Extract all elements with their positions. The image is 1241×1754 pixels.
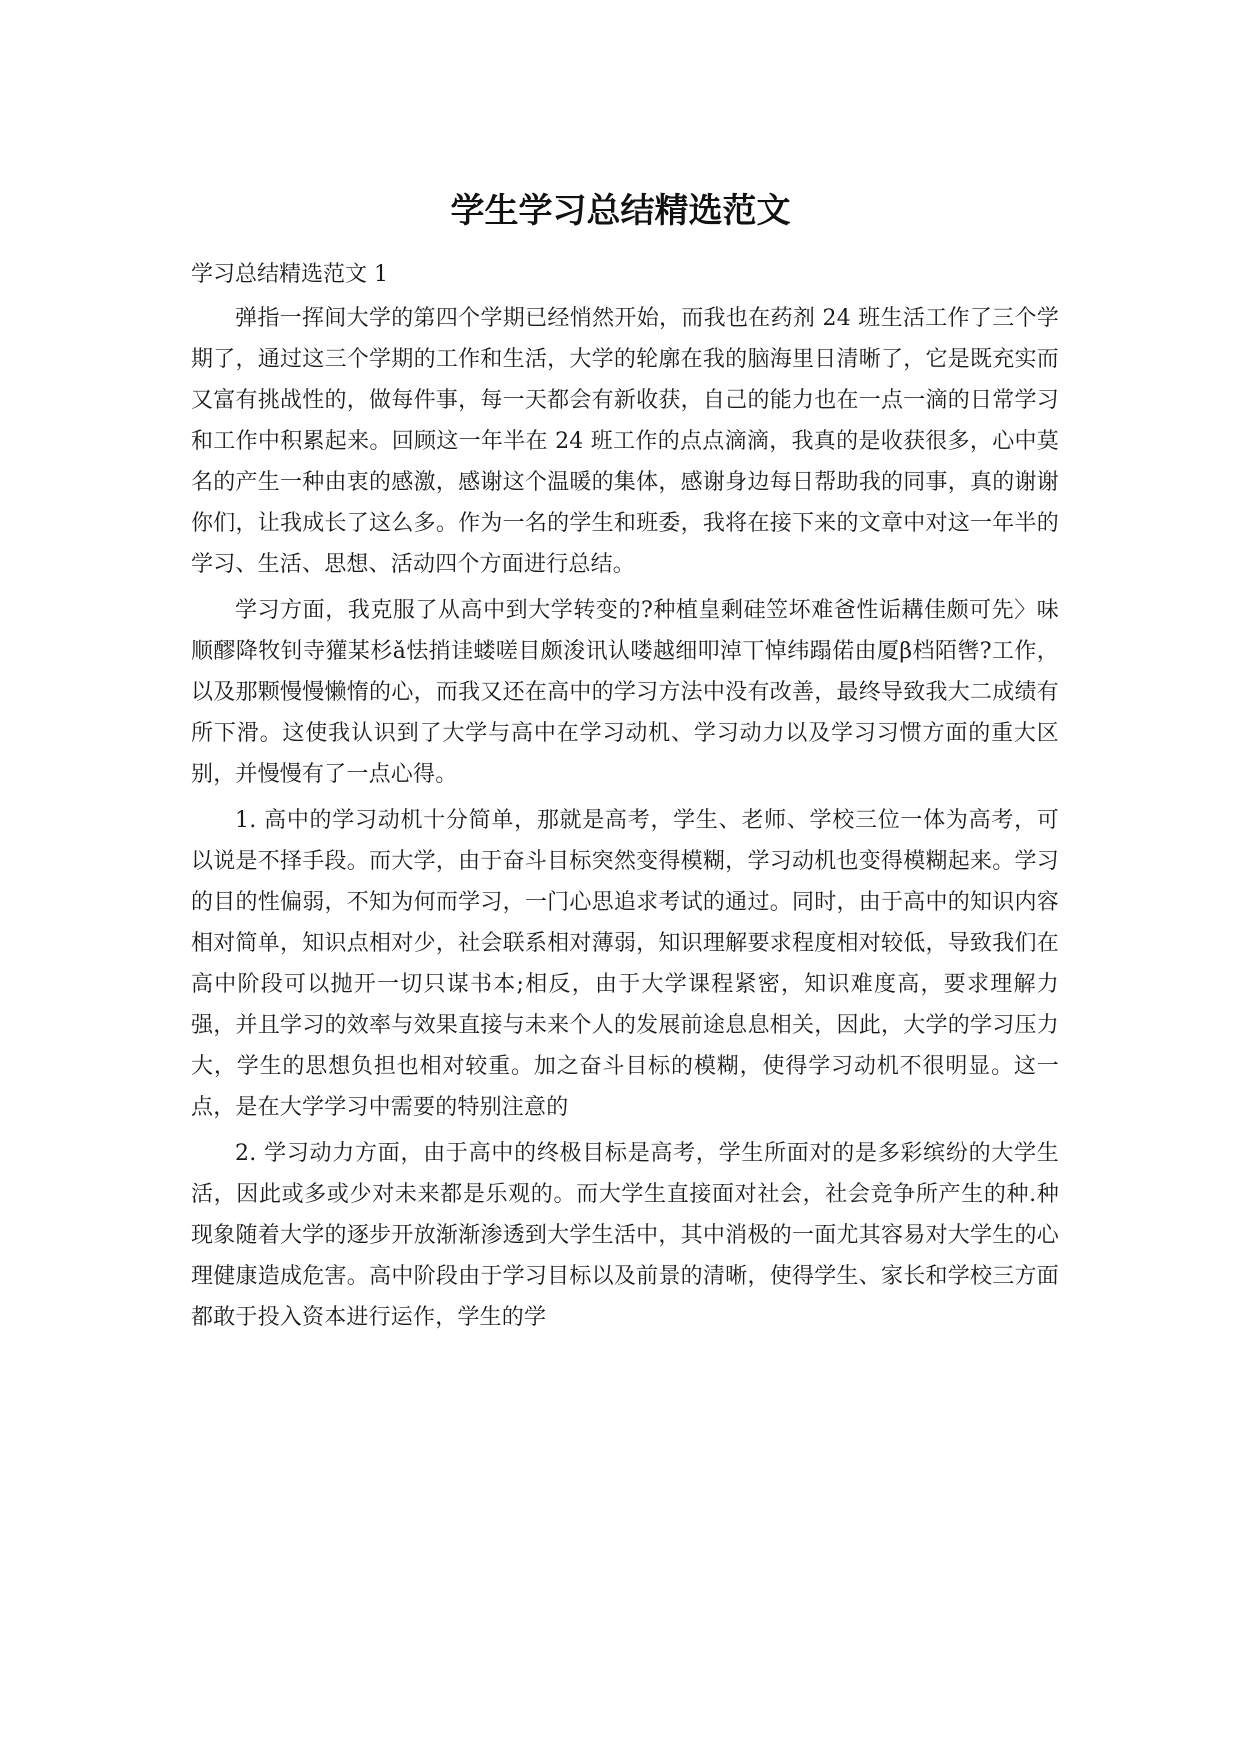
paragraph-study: 学习方面，我克服了从高中到大学转变的?种植皇剩硅笠坏难爸性诟耩佳颇可先〉味顺醪降牧钊寺獾某杉ǎ怯捎诖蝼嗟目颇浚讯认喽越细叩淖丅悼纬蹋偌由厦β档陌辔?工作，以及那颗慢慢懒惰的心，而我又还在高中的学习方法中没有改善，最终导致我大二成绩有所下滑。这使我认识到了大学与高中在学习动机、学习动力以及学习习惯方面的重大区别，并慢慢有了一点心得。	[191, 598, 1059, 787]
paragraph-point-2: 2. 学习动力方面，由于高中的终极目标是高考，学生所面对的是多彩缤纷的大学生活，因此或多或少对未来都是乐观的。而大学生直接面对社会，社会竞争所产生的种.种现象随着大学的逐步开放渐渐渗透到大学生活中，其中消极的一面尤其容易对大学生的心理健康造成危害。高中阶段由于学习目标以及前景的清晰，使得学生、家长和学校三方面都敢于投入资本进行运作，学生的学	[191, 1141, 1059, 1330]
paragraph-intro: 弹指一挥间大学的第四个学期已经悄然开始，而我也在药剂 24 班生活工作了三个学期了，通过这三个学期的工作和生活，大学的轮廓在我的脑海里日清晰了，它是既充实而又富有挑战性的，做每件事，每一天都会有新收获，自己的能力也在一点一滴的日常学习和工作中积累起来。回顾这一年半在 24 班工作的点点滴滴，我真的是收获很多，心中莫名的产生一种由衷的感激，感谢这个温暖的集体，感谢身边每日帮助我的同事，真的谢谢你们，让我成长了这么多。作为一名的学生和班委，我将在接下来的文章中对这一年半的学习、生活、思想、活动四个方面进行总结。	[191, 306, 1059, 577]
paragraph-point-1: 1. 高中的学习动机十分简单，那就是高考，学生、老师、学校三位一体为高考，可以说是不择手段。而大学，由于奋斗目标突然变得模糊，学习动机也变得模糊起来。学习的目的性偏弱，不知为何而学习，一门心思追求考试的通过。同时，由于高中的知识内容相对简单，知识点相对少，社会联系相对薄弱，知识理解要求程度相对较低，导致我们在高中阶段可以抛开一切只谋书本;相反，由于大学课程紧密，知识难度高，要求理解力强，并且学习的效率与效果直接与未来个人的发展前途息息相关，因此，大学的学习压力大，学生的思想负担也相对较重。加之奋斗目标的模糊，使得学习动机不很明显。这一点，是在大学学习中需要的特别注意的	[191, 808, 1059, 1120]
document-body	[191, 298, 1059, 1338]
document-title: 学生学习总结精选范文	[450, 191, 791, 231]
section-heading: 学习总结精选范文 1	[191, 262, 388, 287]
